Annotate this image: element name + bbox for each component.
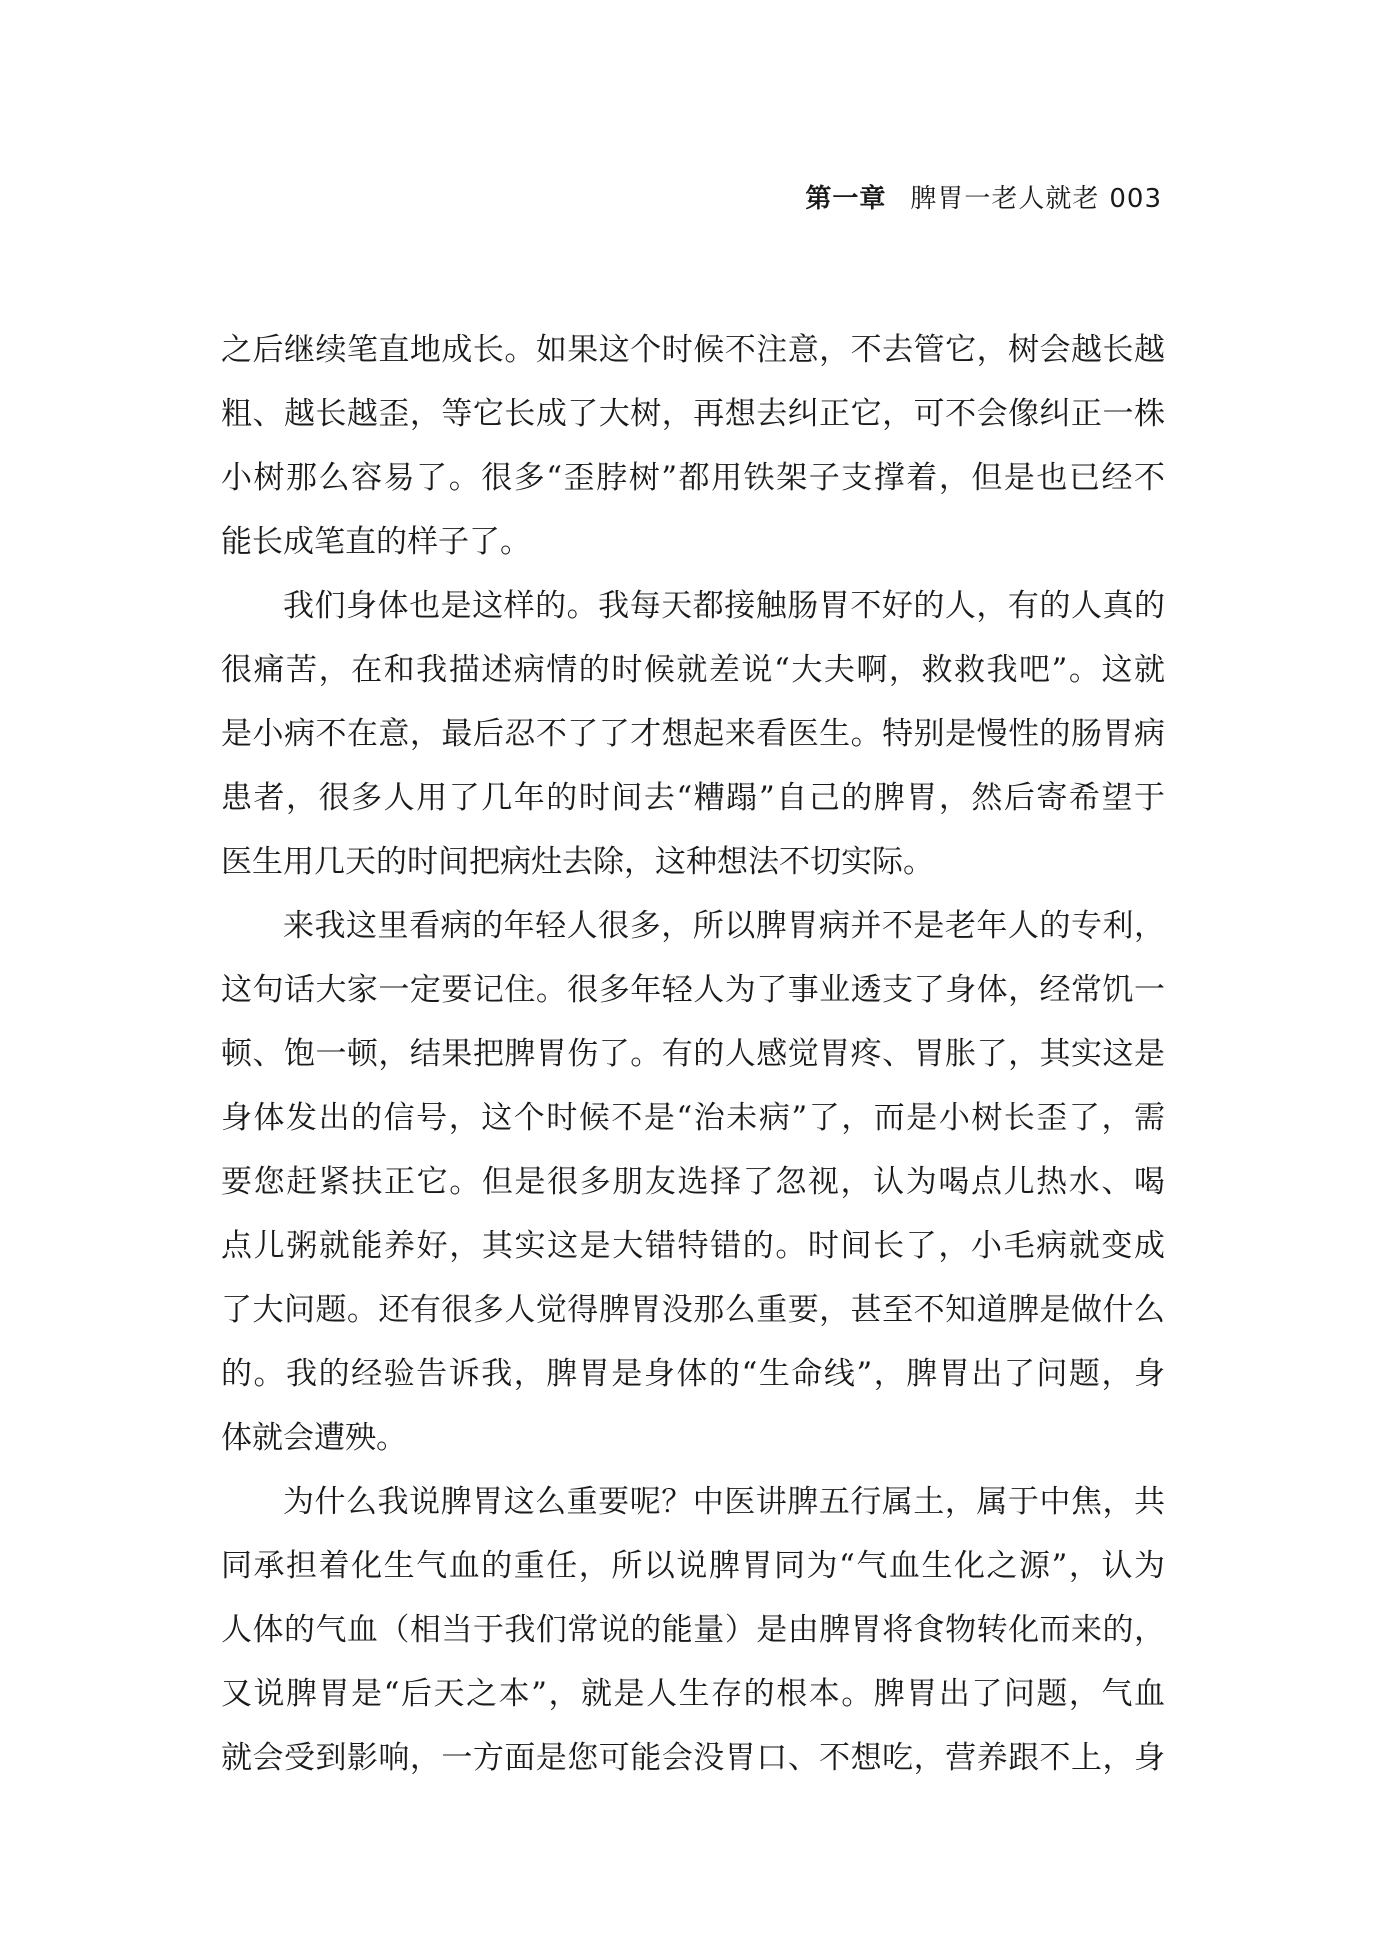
text-line: 就会受到影响，一方面是您可能会没胃口、不想吃，营养跟不上，身 — [221, 1740, 1165, 1776]
text-line: 要您赶紧扶正它。但是很多朋友选择了忽视，认为喝点儿热水、喝 — [221, 1164, 1165, 1200]
text-line: 的。我的经验告诉我，脾胃是身体的“生命线”，脾胃出了问题，身 — [221, 1356, 1165, 1392]
chapter-title: 脾胃一老人就老 — [910, 184, 1100, 214]
body-text — [221, 318, 1165, 1790]
text-line: 了大问题。还有很多人觉得脾胃没那么重要，甚至不知道脾是做什么 — [221, 1292, 1165, 1328]
text-line: 我们身体也是这样的。我每天都接触肠胃不好的人，有的人真的 — [283, 588, 1165, 624]
text-line: 又说脾胃是“后天之本”，就是人生存的根本。脾胃出了问题，气血 — [221, 1676, 1165, 1712]
page-number: 003 — [1109, 184, 1162, 214]
text-line: 这句话大家一定要记住。很多年轻人为了事业透支了身体，经常饥一 — [221, 972, 1165, 1008]
text-line: 顿、饱一顿，结果把脾胃伤了。有的人感觉胃疼、胃胀了，其实这是 — [221, 1036, 1165, 1072]
text-line: 小树那么容易了。很多“歪脖树”都用铁架子支撑着，但是也已经不 — [221, 460, 1165, 496]
running-header — [805, 178, 1162, 215]
text-line: 能长成笔直的样子了。 — [221, 524, 531, 560]
text-line: 很痛苦，在和我描述病情的时候就差说“大夫啊，救救我吧”。这就 — [221, 652, 1165, 688]
text-line: 为什么我说脾胃这么重要呢？中医讲脾五行属土，属于中焦，共 — [283, 1484, 1165, 1520]
chapter-label: 第一章 — [805, 184, 887, 214]
text-line: 粗、越长越歪，等它长成了大树，再想去纠正它，可不会像纠正一株 — [221, 396, 1165, 432]
text-line: 身体发出的信号，这个时候不是“治未病”了，而是小树长歪了，需 — [221, 1100, 1165, 1136]
text-line: 是小病不在意，最后忍不了了才想起来看医生。特别是慢性的肠胃病 — [221, 716, 1165, 752]
text-line: 人体的气血（相当于我们常说的能量）是由脾胃将食物转化而来的， — [221, 1612, 1165, 1648]
text-line: 点儿粥就能养好，其实这是大错特错的。时间长了，小毛病就变成 — [221, 1228, 1165, 1264]
text-line: 医生用几天的时间把病灶去除，这种想法不切实际。 — [221, 844, 934, 880]
text-line: 体就会遭殃。 — [221, 1420, 407, 1456]
text-line: 之后继续笔直地成长。如果这个时候不注意，不去管它，树会越长越 — [221, 332, 1165, 368]
text-line: 同承担着化生气血的重任，所以说脾胃同为“气血生化之源”，认为 — [221, 1548, 1165, 1584]
text-line: 来我这里看病的年轻人很多，所以脾胃病并不是老年人的专利， — [283, 908, 1165, 944]
text-line: 患者，很多人用了几年的时间去“糟蹋”自己的脾胃，然后寄希望于 — [221, 780, 1165, 816]
